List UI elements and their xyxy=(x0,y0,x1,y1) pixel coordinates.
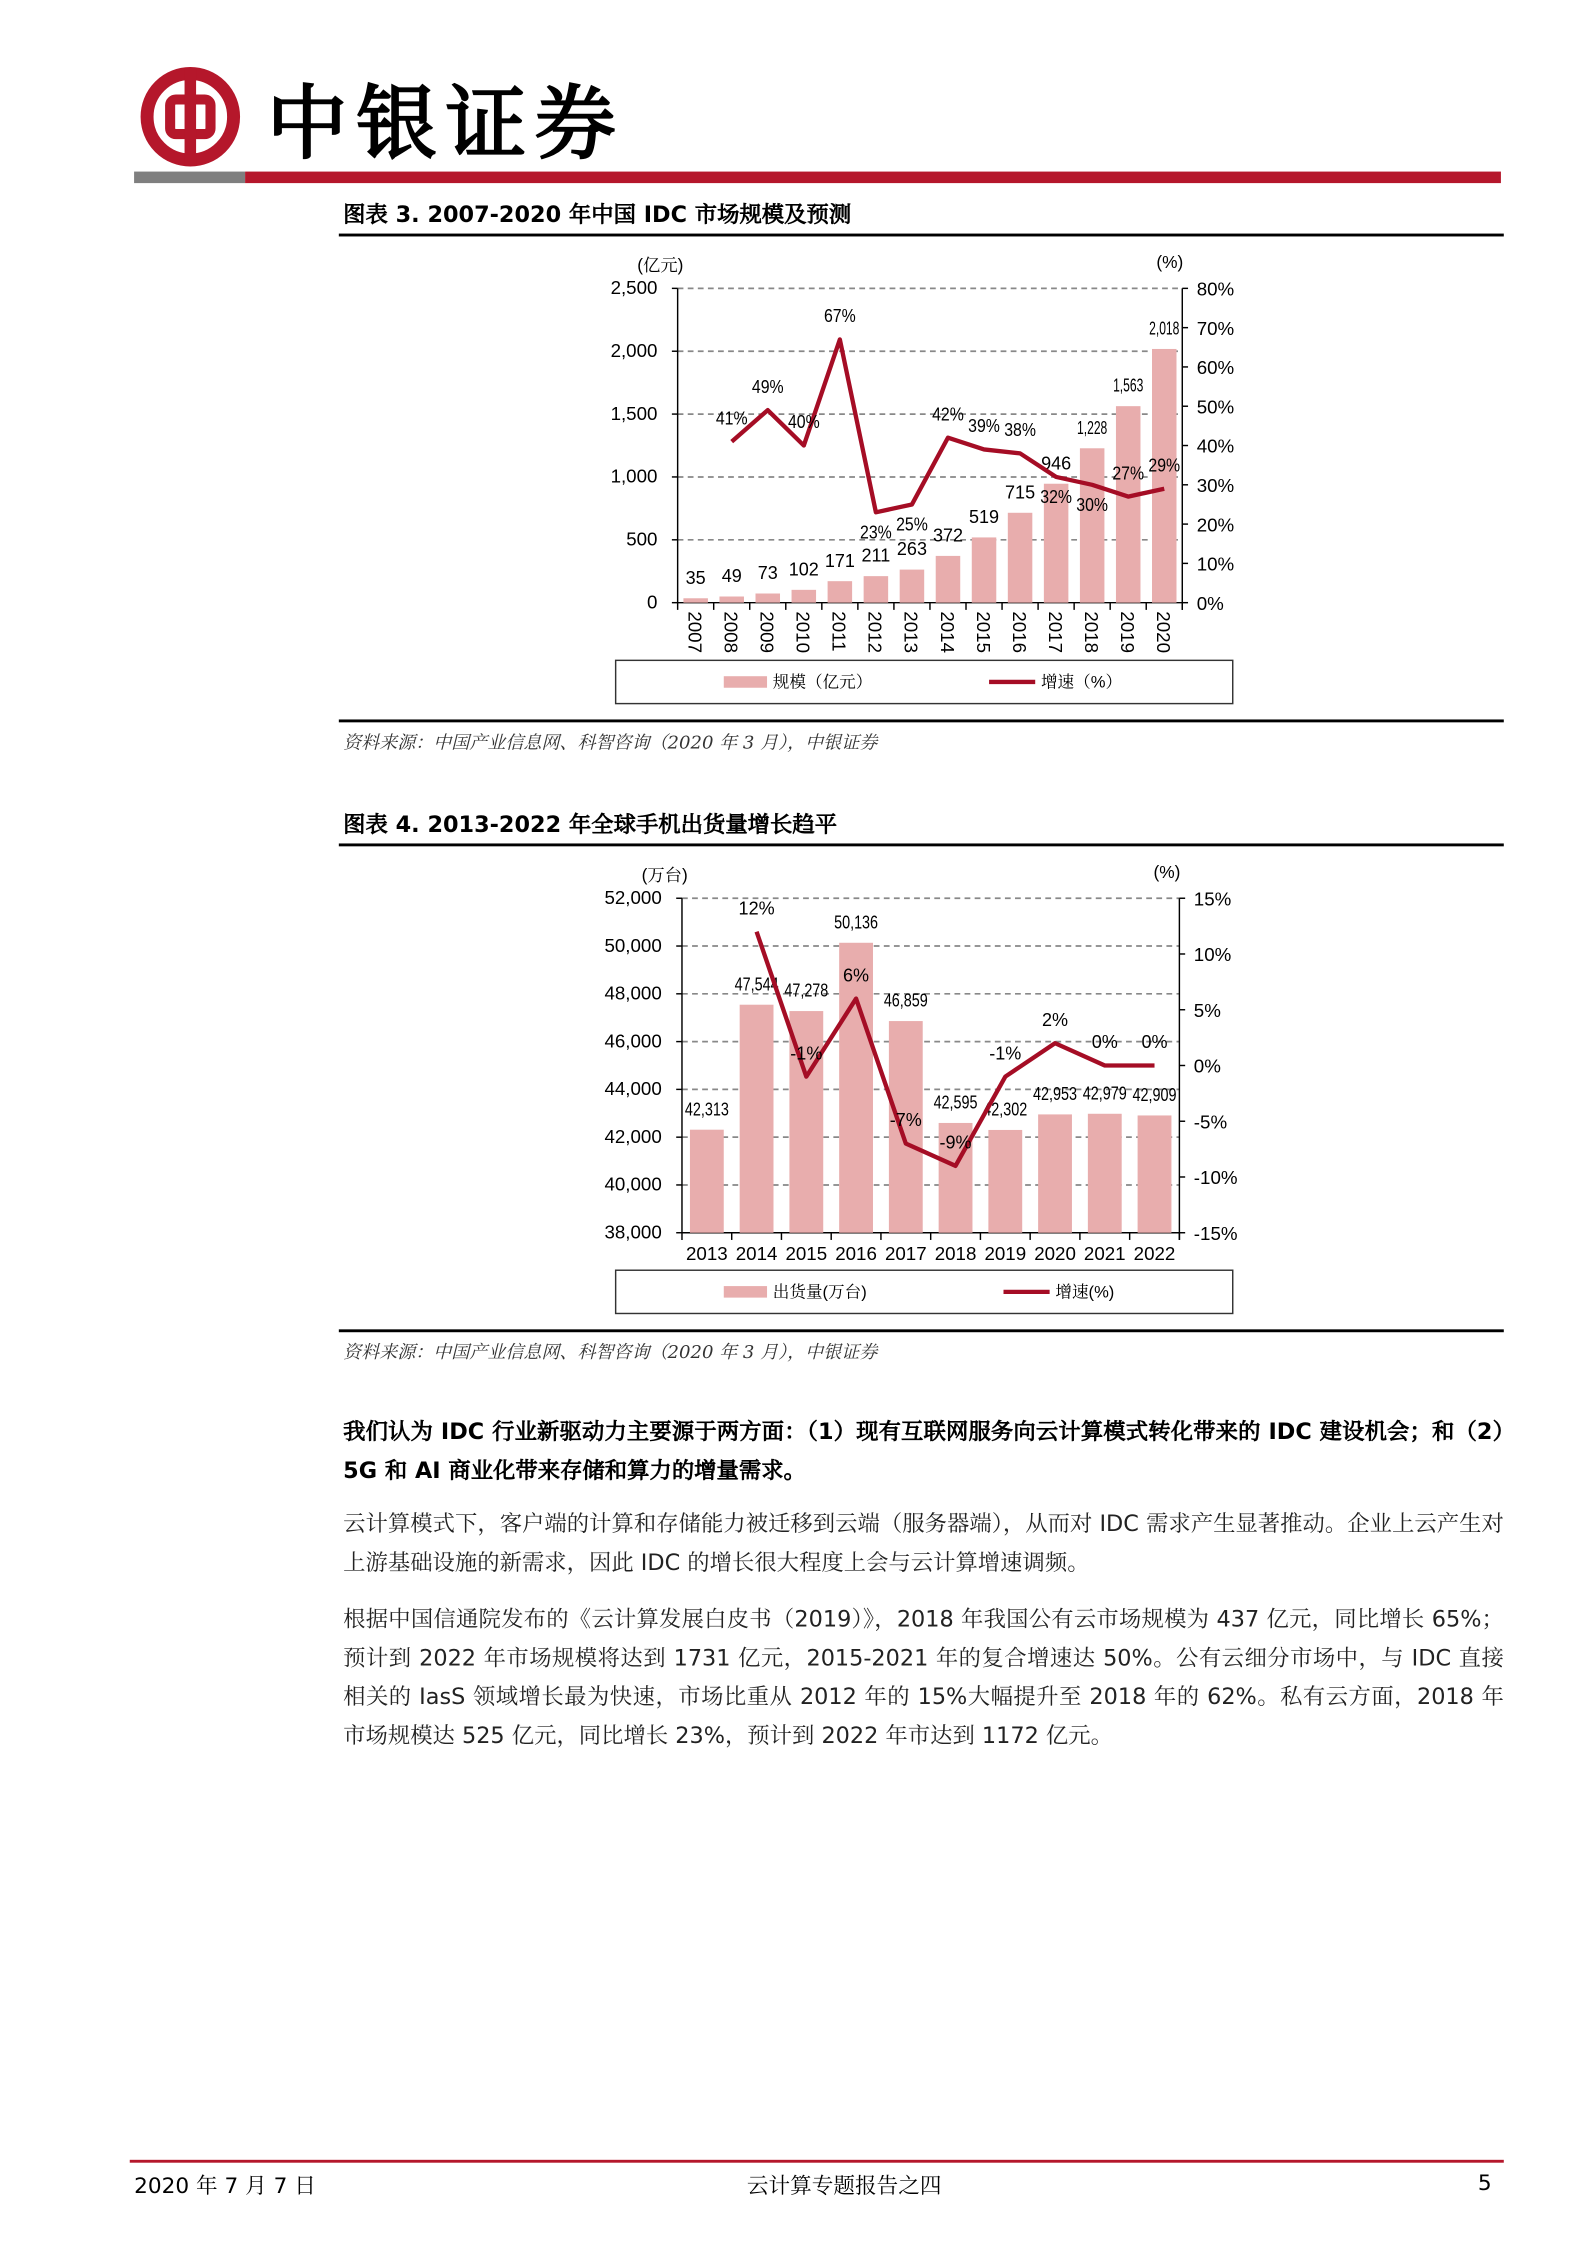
x-tick-label: 2020 xyxy=(1034,1243,1076,1265)
growth-label: 0% xyxy=(1091,1032,1118,1053)
figure3-title: 图表 3. 2007-2020 年中国 IDC 市场规模及预测 xyxy=(343,201,852,228)
divider xyxy=(339,1329,1504,1331)
x-tick-label: 2014 xyxy=(936,611,958,654)
y-tick-label: 38,000 xyxy=(604,1221,662,1243)
growth-label: 12% xyxy=(738,898,775,919)
bar-value-label: 263 xyxy=(896,539,927,560)
figure4-source: 资料来源：中国产业信息网、科智咨询（2020 年 3 月），中银证券 xyxy=(343,1340,878,1363)
y-tick-label: 500 xyxy=(626,528,658,550)
y2-tick-label: -10% xyxy=(1193,1167,1238,1189)
bar-value-label: 519 xyxy=(968,507,1000,528)
legend-line-label: 增速（%） xyxy=(1040,672,1123,692)
x-tick-label: 2013 xyxy=(685,1243,728,1265)
bar xyxy=(1138,1115,1172,1232)
y-tick-label: 52,000 xyxy=(604,887,662,909)
bar-value-label: 42,302 xyxy=(983,1099,1028,1120)
y-tick-label: 2,500 xyxy=(610,277,658,299)
x-tick-label: 2018 xyxy=(934,1243,977,1265)
bar-value-label: 35 xyxy=(685,567,706,588)
x-tick-label: 2016 xyxy=(1008,611,1030,654)
y-tick-label: 1,000 xyxy=(610,465,658,487)
y2-axis-unit: (%) xyxy=(1156,252,1184,273)
bar-value-label: 946 xyxy=(1041,453,1072,474)
y2-tick-label: 60% xyxy=(1196,357,1235,379)
x-tick-label: 2019 xyxy=(1116,611,1138,654)
footer-title: 云计算专题报告之四 xyxy=(746,2172,942,2199)
legend-bar-label: 出货量(万台) xyxy=(772,1282,867,1302)
x-tick-label: 2013 xyxy=(900,611,922,654)
y-tick-label: 1,500 xyxy=(610,402,658,424)
x-tick-label: 2008 xyxy=(720,611,742,654)
bar xyxy=(988,1130,1022,1233)
bar xyxy=(1038,1114,1072,1232)
y2-tick-label: 40% xyxy=(1196,435,1235,457)
y-tick-label: 50,000 xyxy=(604,934,662,956)
legend-bar-label: 规模（亿元） xyxy=(772,672,873,692)
bar-value-label: 42,313 xyxy=(684,1099,729,1120)
y-tick-label: 0 xyxy=(647,591,658,613)
bar-value-label: 211 xyxy=(861,545,891,566)
growth-label: -1% xyxy=(790,1043,823,1064)
bar-value-label: 42,979 xyxy=(1082,1083,1127,1104)
bar-value-label: 47,544 xyxy=(734,974,779,995)
y2-tick-label: 0% xyxy=(1196,592,1224,614)
brand-name: 中银证券 xyxy=(266,76,625,172)
bar-value-label: 715 xyxy=(1005,482,1036,503)
y2-tick-label: 0% xyxy=(1193,1055,1221,1077)
page-number: 5 xyxy=(1477,2169,1492,2196)
x-tick-label: 2022 xyxy=(1133,1243,1176,1265)
paragraph-1: 云计算模式下，客户端的计算和存储能力被迁移到云端（服务器端），从而对 IDC 需求产生显著推动。企业上云产生对上游基础设施的新需求，因此 IDC 的增长很大程度上会与云计算增速调频。 xyxy=(343,1511,1504,1576)
bar xyxy=(690,1130,724,1233)
bar-value-label: 46,859 xyxy=(883,990,928,1011)
y2-tick-label: 10% xyxy=(1196,553,1235,575)
growth-label: -1% xyxy=(989,1043,1022,1064)
bar xyxy=(839,943,873,1233)
y2-tick-label: -5% xyxy=(1193,1111,1228,1133)
x-tick-label: 2019 xyxy=(984,1243,1027,1265)
x-tick-label: 2010 xyxy=(792,611,814,654)
y2-tick-label: 10% xyxy=(1193,944,1232,966)
bar-value-label: 171 xyxy=(824,550,855,571)
y2-tick-label: 30% xyxy=(1196,475,1235,497)
growth-label: 27% xyxy=(1112,463,1145,484)
x-tick-label: 2014 xyxy=(735,1243,778,1265)
growth-label: 0% xyxy=(1141,1032,1168,1053)
legend-bar-swatch xyxy=(724,1286,767,1298)
y2-tick-label: 80% xyxy=(1196,278,1235,300)
y-axis-unit: (万台) xyxy=(641,864,688,885)
y-axis-unit: (亿元) xyxy=(637,255,684,276)
bar-value-label: 42,953 xyxy=(1033,1083,1078,1104)
growth-label: 25% xyxy=(896,514,928,535)
bar-value-label: 1,228 xyxy=(1077,417,1108,438)
growth-label: 67% xyxy=(823,306,856,327)
x-tick-label: 2018 xyxy=(1080,611,1102,654)
x-tick-label: 2017 xyxy=(1044,611,1066,654)
x-tick-label: 2017 xyxy=(884,1243,927,1265)
y2-tick-label: 50% xyxy=(1196,396,1235,418)
legend-line-label: 增速(%) xyxy=(1055,1282,1115,1302)
bar xyxy=(1088,1114,1122,1233)
x-tick-label: 2015 xyxy=(785,1243,828,1265)
growth-label: 29% xyxy=(1148,455,1181,476)
bar-value-label: 1,563 xyxy=(1113,375,1144,396)
growth-label: 38% xyxy=(1004,420,1036,441)
y2-tick-label: 70% xyxy=(1196,317,1235,339)
bar-value-label: 42,909 xyxy=(1132,1085,1177,1106)
growth-label: 32% xyxy=(1040,486,1072,507)
bar-value-label: 102 xyxy=(788,559,819,580)
growth-label: -7% xyxy=(889,1110,922,1131)
x-tick-label: 2016 xyxy=(835,1243,877,1265)
x-tick-label: 2011 xyxy=(828,611,850,652)
growth-label: 23% xyxy=(860,522,892,543)
bar-value-label: 2,018 xyxy=(1149,318,1180,339)
growth-label: 30% xyxy=(1076,494,1109,515)
legend-box xyxy=(616,1270,1233,1313)
y-tick-label: 44,000 xyxy=(604,1078,662,1100)
growth-label: 40% xyxy=(787,412,820,433)
paragraph-2: 根据中国信通院发布的《云计算发展白皮书（2019）》，2018 年我国公有云市场规模为 437 亿元，同比增长 65%；预计到 2022 年市场规模将达到 1731 亿元，2015-2021 年的复合增速达 50%。公有云细分市场中，与 IDC 直接相关的 IasS 领域增长最为快速，市场比重从 2012 年的 15%大幅提升至 2018 年的 62%。私有云方面，2018 年市场规模达 525 亿元，同比增长 23%，预计到 2022 年市达到 1172 亿元。 xyxy=(343,1606,1504,1749)
y-tick-label: 46,000 xyxy=(604,1030,662,1052)
x-tick-label: 2021 xyxy=(1083,1243,1126,1265)
growth-label: 49% xyxy=(751,376,784,397)
y2-tick-label: -15% xyxy=(1193,1222,1238,1244)
bar-value-label: 73 xyxy=(757,563,778,584)
y2-tick-label: 5% xyxy=(1193,999,1221,1021)
y2-axis-unit: (%) xyxy=(1153,862,1181,883)
bar-value-label: 372 xyxy=(932,525,964,546)
figure3-source: 资料来源：中国产业信息网、科智咨询（2020 年 3 月），中银证券 xyxy=(343,730,878,753)
y-tick-label: 42,000 xyxy=(604,1125,662,1147)
x-tick-label: 2020 xyxy=(1153,611,1175,654)
y-tick-label: 2,000 xyxy=(610,339,658,361)
footer-date: 2020 年 7 月 7 日 xyxy=(134,2172,316,2199)
bar-value-label: 47,278 xyxy=(784,980,829,1001)
x-tick-label: 2015 xyxy=(972,611,994,654)
y-tick-label: 48,000 xyxy=(604,982,662,1004)
growth-label: -9% xyxy=(939,1132,972,1153)
growth-label: 42% xyxy=(932,404,964,425)
y2-tick-label: 20% xyxy=(1196,514,1235,536)
y2-tick-label: 15% xyxy=(1193,888,1232,910)
x-tick-label: 2007 xyxy=(684,611,706,654)
growth-label: 2% xyxy=(1042,1009,1069,1030)
lead-paragraph: 我们认为 IDC 行业新驱动力主要源于两方面：（1）现有互联网服务向云计算模式转化带来的 IDC 建设机会；和（2）5G 和 AI 商业化带来存储和算力的增量需求。 xyxy=(343,1418,1504,1484)
growth-label: 6% xyxy=(843,965,870,986)
x-tick-label: 2012 xyxy=(864,611,886,654)
growth-label: 41% xyxy=(715,408,748,429)
y-tick-label: 40,000 xyxy=(604,1173,662,1195)
bar-value-label: 42,595 xyxy=(933,1092,978,1113)
figure4-title: 图表 4. 2013-2022 年全球手机出货量增长趋平 xyxy=(343,811,838,838)
bar-value-label: 49 xyxy=(721,566,742,587)
growth-label: 39% xyxy=(968,416,1000,437)
x-tick-label: 2009 xyxy=(756,611,778,654)
bar xyxy=(740,1005,774,1233)
footer-rule xyxy=(130,2160,1504,2163)
bar-value-label: 50,136 xyxy=(834,912,879,933)
